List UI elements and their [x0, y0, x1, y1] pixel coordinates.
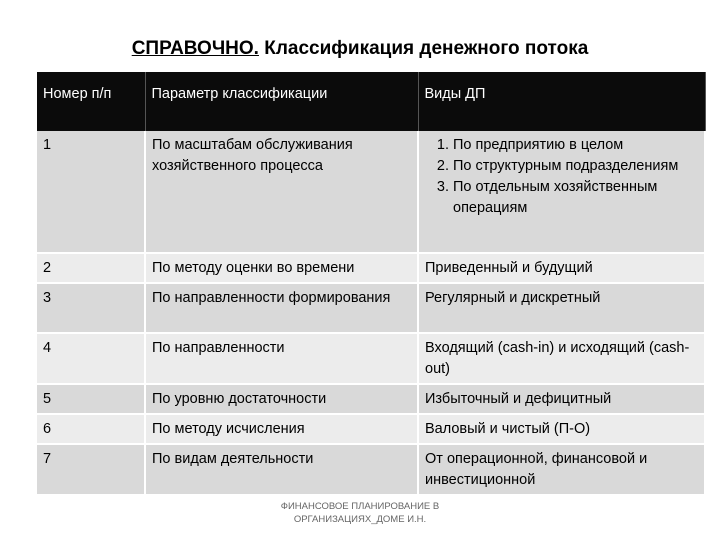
table-row — [37, 384, 705, 414]
header-number: Номер п/п — [37, 72, 145, 131]
classification-table — [37, 72, 706, 494]
title-prefix: СПРАВОЧНО. — [131, 38, 259, 59]
row-number: 7 — [37, 444, 145, 494]
kinds-list-item: 2. По структурным подразделениям — [453, 156, 698, 177]
footer-line: ОРГАНИЗАЦИЯХ_ДОМЕ И.Н. — [293, 514, 427, 525]
footer-note — [220, 500, 500, 526]
row-parameter: По видам деятельности — [145, 444, 418, 494]
row-number: 1 — [37, 131, 145, 253]
row-kind: Входящий (cash-in) и исходящий (cash-out) — [418, 333, 705, 384]
row-kind: Валовый и чистый (П-О) — [418, 414, 705, 444]
table-row — [37, 414, 705, 444]
row-kind: Приведенный и будущий — [418, 253, 705, 283]
row-number: 3 — [37, 283, 145, 333]
header-parameter: Параметр классификации — [145, 72, 418, 131]
kinds-list — [425, 135, 698, 219]
row-kinds — [418, 131, 705, 253]
row-parameter: По методу исчисления — [145, 414, 418, 444]
slide-title — [0, 38, 720, 60]
title-text: Классификация денежного потока — [258, 38, 589, 59]
row-number: 6 — [37, 414, 145, 444]
header-kinds: Виды ДП — [418, 72, 705, 131]
table-header-row — [37, 72, 705, 131]
footer-line: ФИНАНСОВОЕ ПЛАНИРОВАНИЕ В — [280, 501, 440, 512]
table-row — [37, 283, 705, 333]
row-parameter: По масштабам обслуживания хозяйственного процесса — [145, 131, 418, 253]
row-parameter: По методу оценки во времени — [145, 253, 418, 283]
row-kind: От операционной, финансовой и инвестиционной — [418, 444, 705, 494]
table-row — [37, 333, 705, 384]
row-number: 4 — [37, 333, 145, 384]
row-number: 2 — [37, 253, 145, 283]
row-parameter: По уровню достаточности — [145, 384, 418, 414]
table-row — [37, 444, 705, 494]
kinds-list-item: 3. По отдельным хозяйственным операциям — [453, 177, 698, 219]
row-kind: Избыточный и дефицитный — [418, 384, 705, 414]
kinds-list-item: 1. По предприятию в целом — [453, 135, 698, 156]
row-parameter: По направленности — [145, 333, 418, 384]
table-row — [37, 253, 705, 283]
row-number: 5 — [37, 384, 145, 414]
row-kind: Регулярный и дискретный — [418, 283, 705, 333]
row-parameter: По направленности формирования — [145, 283, 418, 333]
table-row — [37, 131, 705, 253]
